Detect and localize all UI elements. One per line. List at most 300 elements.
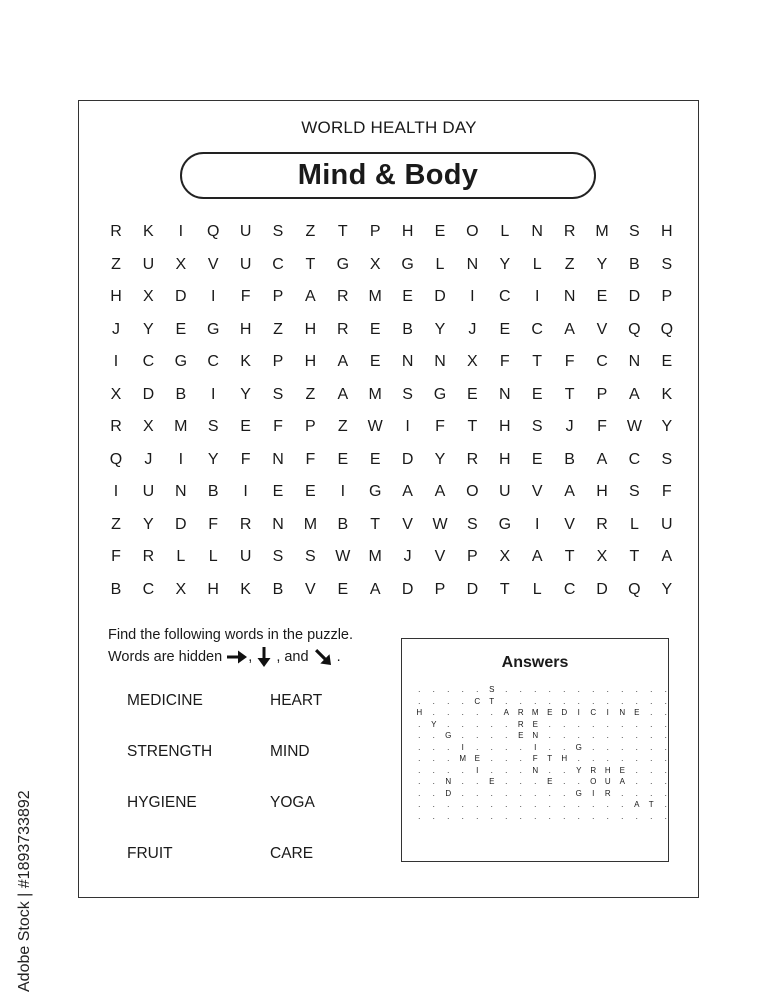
answer-cell: E [518, 731, 524, 740]
answer-cell: E [489, 777, 495, 786]
grid-cell: H [304, 320, 317, 338]
grid-cell: X [143, 288, 154, 305]
answer-cell: . [650, 696, 653, 706]
answer-cell: . [519, 800, 522, 809]
answer-cell: . [490, 708, 493, 717]
answer-cell: . [548, 765, 551, 775]
grid-cell: A [531, 548, 543, 565]
grid-cell: Q [628, 320, 641, 338]
answer-cell: . [606, 811, 609, 821]
grid-cell: Y [661, 580, 673, 598]
answer-cell: N [619, 708, 626, 717]
grid-cell: A [629, 385, 640, 403]
grid-cell: V [564, 515, 575, 533]
grid-cell: I [340, 483, 346, 500]
grid-cell: F [111, 548, 121, 565]
grid-cell: L [208, 548, 218, 565]
grid-cell: I [243, 483, 248, 500]
answer-cell: N [532, 765, 539, 775]
answer-cell: . [563, 777, 566, 786]
grid-cell: V [531, 483, 543, 500]
answer-cell: . [418, 800, 421, 809]
answer-cell: . [432, 708, 435, 717]
answer-cell: . [432, 811, 435, 821]
answer-cell: . [592, 754, 595, 763]
grid-cell: E [434, 223, 446, 240]
answer-cell: I [534, 742, 537, 752]
answer-cell: . [635, 742, 638, 752]
grid-cell: R [142, 548, 155, 565]
grid-cell: E [369, 450, 381, 468]
grid-cell: F [597, 418, 607, 435]
grid-cell: F [305, 450, 316, 468]
answer-cell: Y [431, 719, 437, 729]
grid-cell: X [467, 353, 478, 370]
grid-cell: G [336, 255, 350, 273]
grid-cell: Z [305, 223, 316, 240]
arrow-diagonal-down-right-icon [313, 647, 333, 667]
answer-cell: . [447, 685, 450, 694]
grid-cell: P [596, 385, 608, 403]
grid-cell: Z [111, 255, 121, 273]
grid-cell: E [240, 418, 251, 435]
answer-cell: . [548, 731, 551, 740]
answer-cell: . [447, 765, 450, 775]
answer-cell: . [476, 742, 479, 752]
grid-cell: B [402, 320, 413, 338]
grid-cell: K [661, 385, 673, 403]
answer-cell: . [635, 731, 638, 740]
grid-cell: V [596, 320, 608, 338]
answer-cell: . [635, 696, 638, 706]
grid-cell: H [499, 418, 511, 435]
answer-cell: . [490, 800, 493, 809]
answer-cell: A [634, 800, 640, 809]
grid-cell: P [305, 418, 316, 435]
grid-cell: U [142, 255, 155, 273]
answer-cell: G [575, 742, 582, 752]
answer-cell: R [590, 765, 597, 775]
grid-cell: E [337, 450, 349, 468]
answer-cell: . [461, 800, 464, 809]
grid-cell: N [272, 515, 284, 533]
grid-cell: U [499, 483, 511, 500]
answer-cell: . [505, 811, 508, 821]
separator-comma: , [248, 648, 253, 665]
answer-cell: . [505, 731, 508, 740]
grid-cell: S [629, 223, 640, 240]
answer-cell: . [650, 685, 653, 694]
answer-cell: . [490, 765, 493, 775]
answer-cell: . [577, 811, 580, 821]
answer-cell: R [517, 719, 524, 729]
answer-cell: . [432, 788, 435, 798]
grid-cell: A [564, 483, 575, 500]
answer-cell: . [548, 696, 551, 706]
answer-cell: . [534, 800, 537, 809]
answer-cell: . [548, 811, 551, 821]
answer-cell: . [635, 777, 638, 786]
grid-cell: U [239, 255, 252, 273]
grid-cell: H [239, 320, 252, 338]
answer-cell: R [517, 708, 524, 717]
answer-cell: . [592, 811, 595, 821]
grid-cell: B [110, 580, 122, 598]
answer-cell: . [418, 731, 421, 740]
grid-cell: K [240, 580, 251, 598]
grid-cell: A [434, 483, 446, 500]
grid-cell: T [564, 385, 575, 403]
answer-cell: D [445, 788, 452, 798]
answer-cell: A [619, 777, 625, 786]
grid-cell: S [661, 255, 673, 273]
answer-cell: . [476, 685, 479, 694]
answer-cell: . [635, 719, 638, 729]
answer-cell: . [621, 754, 624, 763]
answer-cell: . [505, 788, 508, 798]
answer-cell: . [577, 731, 580, 740]
answer-cell: . [664, 800, 667, 809]
answer-cell: . [606, 742, 609, 752]
answer-cell: . [592, 696, 595, 706]
grid-cell: B [272, 580, 284, 598]
answer-cell: . [577, 696, 580, 706]
answer-cell: . [447, 696, 450, 706]
answer-cell: . [418, 754, 421, 763]
grid-cell: C [628, 450, 641, 468]
grid-cell: E [661, 353, 673, 370]
grid-cell: F [435, 418, 445, 435]
grid-cell: F [661, 483, 672, 500]
grid-cell: W [432, 515, 448, 533]
grid-cell: E [175, 320, 187, 338]
grid-cell: F [499, 353, 510, 370]
answer-cell: E [547, 708, 553, 717]
instructions-line-1: Find the following words in the puzzle. [108, 627, 354, 643]
answer-cell: . [621, 811, 624, 821]
answers-box [401, 638, 669, 862]
grid-cell: N [401, 353, 414, 370]
grid-cell: J [112, 320, 120, 338]
grid-cell: J [403, 548, 412, 565]
answer-cell: . [635, 754, 638, 763]
grid-cell: G [174, 353, 188, 370]
answer-cell: . [432, 777, 435, 786]
answer-cell: . [519, 742, 522, 752]
answer-cell: M [459, 754, 467, 763]
answer-cell: . [563, 696, 566, 706]
grid-cell: R [110, 223, 122, 240]
answer-cell: . [606, 696, 609, 706]
answer-cell: . [432, 754, 435, 763]
grid-cell: H [661, 223, 673, 240]
grid-cell: Q [206, 223, 220, 240]
answer-cell: . [650, 708, 653, 717]
answer-cell: . [447, 719, 450, 729]
answer-cell: . [519, 696, 522, 706]
grid-cell: D [175, 515, 187, 533]
grid-cell: C [142, 580, 155, 598]
answer-cell: . [621, 731, 624, 740]
grid-cell: H [207, 580, 219, 598]
grid-cell: T [467, 418, 478, 435]
grid-cell: C [272, 255, 284, 273]
answer-cell: . [664, 754, 667, 763]
stock-id-watermark [12, 752, 32, 992]
answer-cell: . [664, 731, 667, 740]
grid-cell: F [564, 353, 575, 370]
grid-cell: D [401, 580, 414, 598]
answer-cell: . [592, 685, 595, 694]
answer-cell: . [418, 685, 421, 694]
answer-cell: . [461, 708, 464, 717]
answer-cell: . [447, 742, 450, 752]
grid-cell: N [272, 450, 284, 468]
answer-cell: I [592, 788, 595, 798]
grid-cell: L [532, 580, 542, 598]
grid-cell: N [628, 353, 641, 370]
answer-cell: . [563, 788, 566, 798]
grid-cell: N [466, 255, 479, 273]
answer-cell: . [476, 788, 479, 798]
answer-cell: . [563, 685, 566, 694]
answer-cell: H [416, 708, 423, 717]
grid-cell: E [337, 580, 349, 598]
grid-cell: P [369, 223, 381, 240]
answer-cell: . [548, 788, 551, 798]
grid-cell: W [367, 418, 383, 435]
grid-cell: A [369, 580, 381, 598]
answer-cell: . [418, 742, 421, 752]
grid-cell: X [499, 548, 511, 565]
grid-cell: L [435, 255, 445, 273]
grid-cell: B [207, 483, 219, 500]
answer-cell: . [490, 742, 493, 752]
answer-cell: I [476, 765, 479, 775]
grid-cell: Y [434, 450, 446, 468]
answer-cell: . [418, 777, 421, 786]
word-heart: HEART [270, 692, 323, 709]
word-yoga: YOGA [270, 794, 315, 811]
grid-cell: D [466, 580, 479, 598]
grid-cell: Y [207, 450, 219, 468]
answer-cell: . [505, 696, 508, 706]
grid-cell: A [337, 353, 349, 370]
grid-cell: X [175, 580, 187, 598]
answer-cell: C [590, 708, 597, 717]
grid-cell: R [596, 515, 608, 533]
grid-cell: M [303, 515, 318, 533]
word-fruit: FRUIT [127, 845, 173, 862]
grid-cell: T [564, 548, 575, 565]
grid-cell: O [466, 223, 479, 240]
grid-cell: I [113, 353, 119, 370]
grid-cell: I [210, 288, 216, 305]
grid-cell: M [595, 223, 609, 240]
answer-cell: S [489, 685, 495, 694]
grid-cell: S [272, 385, 284, 403]
grid-cell: Q [660, 320, 674, 338]
grid-cell: E [499, 320, 511, 338]
instructions-prefix: Words are hidden [108, 648, 223, 665]
answer-cell: . [505, 777, 508, 786]
grid-cell: J [565, 418, 574, 435]
grid-cell: D [434, 288, 446, 305]
page-title-banner [180, 152, 596, 199]
grid-cell: H [304, 353, 317, 370]
answer-cell: . [461, 696, 464, 706]
answer-cell: . [606, 685, 609, 694]
answer-cell: T [648, 800, 654, 809]
grid-cell: K [143, 223, 154, 240]
answer-cell: . [577, 777, 580, 786]
answer-cell: . [519, 788, 522, 798]
answer-cell: I [577, 708, 580, 717]
grid-cell: D [142, 385, 155, 403]
word-care: CARE [270, 845, 314, 862]
grid-cell: S [531, 418, 543, 435]
grid-cell: G [401, 255, 414, 273]
answer-cell: . [650, 754, 653, 763]
grid-cell: I [178, 223, 184, 240]
word-hygiene: HYGIENE [127, 794, 197, 811]
answer-cell: . [563, 765, 566, 775]
answer-cell: . [621, 719, 624, 729]
grid-cell: N [563, 288, 576, 305]
grid-cell: F [273, 418, 283, 435]
grid-cell: E [402, 288, 413, 305]
answer-cell: A [503, 708, 509, 717]
grid-cell: J [468, 320, 477, 338]
grid-cell: Q [628, 580, 641, 598]
grid-cell: M [368, 385, 382, 403]
word-mind: MIND [270, 743, 310, 760]
answer-cell: . [621, 800, 624, 809]
grid-cell: V [207, 255, 219, 273]
answer-cell: Y [576, 765, 582, 775]
answer-cell: . [563, 811, 566, 821]
answer-cell: . [577, 754, 580, 763]
answer-cell: . [519, 811, 522, 821]
grid-cell: R [337, 288, 349, 305]
arrow-down-icon [256, 646, 272, 668]
grid-cell: A [661, 548, 673, 565]
answer-cell: . [606, 754, 609, 763]
answer-cell: . [577, 719, 580, 729]
answer-cell: . [505, 765, 508, 775]
answer-cell: . [461, 731, 464, 740]
grid-cell: U [142, 483, 155, 500]
answer-cell: T [547, 754, 553, 763]
grid-cell: Y [596, 255, 608, 273]
answer-cell: . [490, 754, 493, 763]
grid-cell: R [466, 450, 479, 468]
word-medicine: MEDICINE [127, 692, 203, 709]
grid-cell: H [110, 288, 122, 305]
answer-cell: . [548, 742, 551, 752]
grid-cell: S [467, 515, 478, 533]
grid-cell: N [499, 385, 511, 403]
grid-cell: X [110, 385, 122, 403]
answer-cell: . [490, 731, 493, 740]
answer-cell: . [461, 811, 464, 821]
answer-cell: . [505, 685, 508, 694]
grid-cell: N [175, 483, 187, 500]
grid-cell: T [499, 580, 510, 598]
grid-cell: M [174, 418, 188, 435]
answer-cell: D [561, 708, 568, 717]
grid-cell: P [467, 548, 478, 565]
grid-cell: P [661, 288, 673, 305]
answer-cell: . [650, 788, 653, 798]
grid-cell: V [402, 515, 413, 533]
answer-cell: . [505, 742, 508, 752]
grid-cell: U [239, 548, 252, 565]
answer-cell: M [531, 708, 539, 717]
answers-title: Answers [501, 654, 569, 671]
grid-cell: M [368, 288, 382, 305]
answer-cell: F [532, 754, 538, 763]
grid-cell: T [337, 223, 348, 240]
answer-cell: . [476, 731, 479, 740]
answer-cell: . [505, 754, 508, 763]
grid-cell: F [240, 450, 251, 468]
answer-cell: . [650, 742, 653, 752]
grid-cell: X [175, 255, 187, 273]
grid-cell: I [210, 385, 216, 403]
answer-cell: . [418, 788, 421, 798]
grid-cell: N [434, 353, 446, 370]
grid-cell: A [402, 483, 413, 500]
grid-cell: O [466, 483, 479, 500]
answer-cell: . [635, 765, 638, 775]
period: . [336, 648, 341, 665]
answer-cell: . [548, 719, 551, 729]
answer-cell: . [534, 685, 537, 694]
grid-cell: B [337, 515, 349, 533]
grid-cell: A [564, 320, 575, 338]
answer-cell: . [664, 696, 667, 706]
instructions [108, 625, 353, 668]
answer-cell: . [664, 685, 667, 694]
answer-cell: . [635, 811, 638, 821]
answer-cell: . [432, 685, 435, 694]
grid-cell: Q [109, 450, 123, 468]
answer-cell: . [519, 777, 522, 786]
answer-cell: . [447, 754, 450, 763]
answer-cell: . [534, 696, 537, 706]
grid-cell: B [629, 255, 640, 273]
grid-cell: K [240, 353, 251, 370]
answer-cell: . [606, 719, 609, 729]
answer-cell: . [476, 708, 479, 717]
grid-cell: Y [143, 515, 154, 533]
grid-cell: Y [143, 320, 154, 338]
grid-cell: B [564, 450, 575, 468]
grid-cell: S [402, 385, 413, 403]
grid-cell: Z [273, 320, 283, 338]
grid-cell: I [178, 450, 184, 468]
answer-cell: . [432, 800, 435, 809]
grid-cell: I [405, 418, 410, 435]
grid-cell: E [369, 353, 381, 370]
answer-cell: . [534, 788, 537, 798]
grid-cell: D [401, 450, 414, 468]
answer-cell: . [664, 719, 667, 729]
grid-cell: D [628, 288, 641, 305]
answer-cell: . [592, 800, 595, 809]
grid-cell: X [143, 418, 154, 435]
